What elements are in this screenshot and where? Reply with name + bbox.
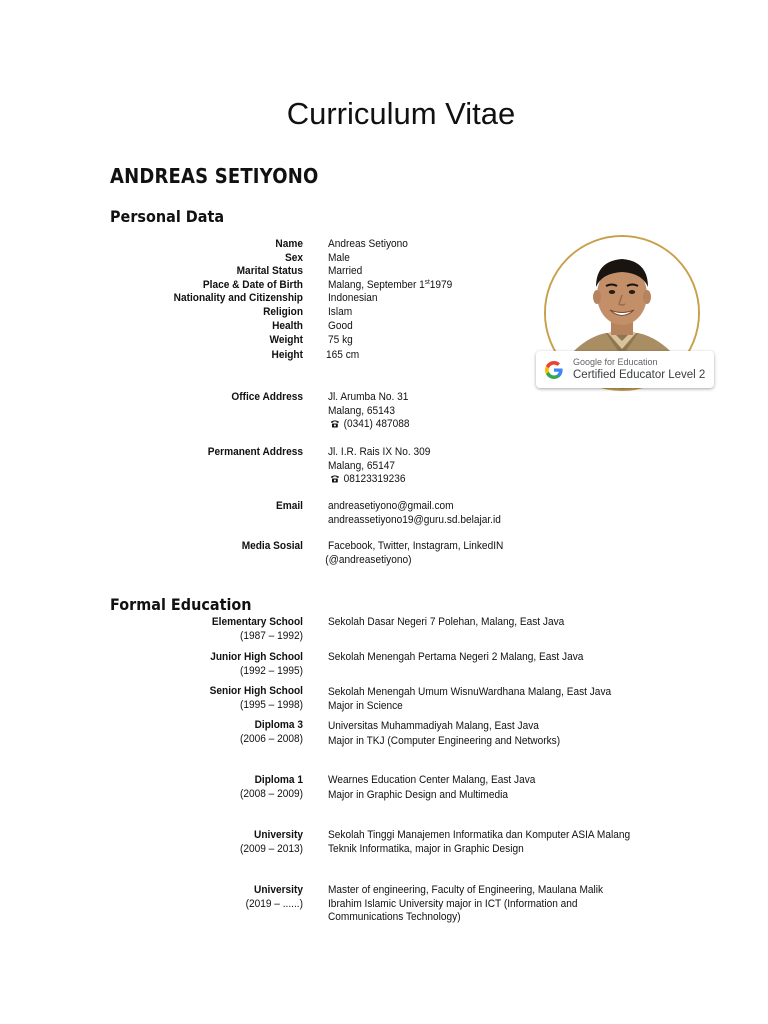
field-value: Married — [328, 265, 363, 277]
field-label: Weight — [269, 334, 303, 346]
education-detail — [328, 884, 641, 925]
education-line: Universitas Muhammadiyah Malang, East Java — [328, 720, 539, 732]
education-years: (2006 – 2008) — [239, 732, 303, 745]
social-platforms: Facebook, Twitter, Instagram, LinkedIN — [328, 540, 504, 552]
education-line: Teknik Informatika, major in Graphic Design — [328, 842, 524, 855]
education-level — [73, 829, 303, 856]
google-g-icon — [544, 360, 564, 380]
education-detail — [328, 829, 641, 856]
address-line: Malang, 65143 — [328, 404, 395, 417]
email-value — [328, 500, 641, 527]
education-line: Major in TKJ (Computer Engineering and Networks) — [328, 734, 561, 747]
education-line: Wearnes Education Center Malang, East Java — [328, 774, 536, 786]
birth-ordinal: st — [424, 278, 430, 286]
phone-line — [328, 418, 641, 432]
education-level-name: Diploma 1 — [254, 774, 303, 786]
education-line: Sekolah Menengah Umum WisnuWardhana Malang, East Java — [328, 686, 612, 698]
education-detail — [328, 651, 641, 665]
media-sosial-value — [325, 540, 641, 567]
education-level-name: Elementary School — [211, 616, 303, 628]
education-line: Sekolah Menengah Pertama Negeri 2 Malang, East Java — [328, 651, 584, 663]
education-years: (2019 – ......) — [245, 897, 303, 910]
field-label: Sex — [284, 251, 303, 264]
address-line: Jl. Arumba No. 31 — [328, 391, 409, 403]
education-line: Ibrahim Islamic University major in ICT (Information and — [328, 897, 578, 910]
field-label: Marital Status — [236, 265, 303, 277]
certification-badge — [536, 351, 714, 388]
education-years: (1995 – 1998) — [239, 698, 303, 711]
education-level — [73, 651, 303, 678]
education-years: (1992 – 1995) — [239, 664, 303, 677]
office-phone: (0341) 487088 — [343, 418, 410, 431]
education-level — [73, 884, 303, 911]
education-level — [73, 774, 303, 801]
field-value: 165 cm — [326, 349, 360, 361]
field-label: Health — [272, 319, 303, 332]
telephone-icon — [330, 474, 340, 483]
education-level — [73, 719, 303, 746]
field-value: Indonesian — [328, 292, 378, 304]
education-line: Communications Technology) — [328, 911, 461, 924]
person-name: ANDREAS SETIYONO — [110, 164, 319, 188]
field-label: Nationality and Citizenship — [173, 292, 303, 304]
education-years: (1987 – 1992) — [239, 629, 303, 642]
field-label: Office Address — [231, 391, 303, 403]
field-label: Height — [271, 349, 303, 361]
personal-data-heading: Personal Data — [110, 207, 225, 226]
field-value: Andreas Setiyono — [328, 238, 408, 250]
telephone-icon — [330, 419, 340, 428]
phone-line — [328, 473, 641, 487]
address-line: Malang, 65147 — [328, 459, 395, 472]
education-line: Sekolah Dasar Negeri 7 Polehan, Malang, East Java — [328, 616, 565, 628]
education-line: Master of engineering, Faculty of Engineering, Maulana Malik — [328, 884, 604, 896]
education-level — [73, 616, 303, 643]
permanent-phone: 08123319236 — [343, 473, 406, 486]
field-label: Email — [275, 500, 303, 512]
field-value: Male — [328, 251, 350, 264]
education-level-name: University — [254, 829, 303, 841]
field-value: Good — [328, 319, 353, 332]
education-line: Major in Science — [328, 699, 403, 712]
education-level-name: Junior High School — [210, 651, 303, 663]
education-detail — [328, 686, 641, 713]
email-address[interactable]: andreasetiyono@gmail.com — [328, 500, 454, 512]
social-handle: (@andreasetiyono) — [325, 553, 412, 566]
education-detail — [328, 774, 641, 802]
education-line: Major in Graphic Design and Multimedia — [328, 788, 509, 801]
field-value: 75 kg — [328, 334, 353, 346]
badge-program-text: Google for Education — [573, 357, 658, 367]
office-address-value — [328, 391, 641, 432]
education-line: Sekolah Tinggi Manajemen Informatika dan Komputer ASIA Malang — [328, 829, 631, 841]
field-label: Religion — [263, 305, 303, 318]
badge-certification-text: Certified Educator Level 2 — [573, 369, 706, 381]
education-level — [73, 685, 303, 712]
education-detail — [328, 616, 641, 630]
education-level-name: University — [254, 884, 303, 896]
profile-photo-block — [536, 228, 716, 390]
birth-prefix: Malang, September 1 — [328, 278, 425, 291]
field-label: Place & Date of Birth — [202, 278, 303, 291]
field-value: Islam — [328, 305, 353, 318]
education-years: (2008 – 2009) — [239, 787, 303, 800]
email-address[interactable]: andreassetiyono19@guru.sd.belajar.id — [328, 513, 501, 526]
education-years: (2009 – 2013) — [239, 842, 303, 855]
field-label: Name — [275, 238, 303, 250]
education-level-name: Senior High School — [209, 685, 303, 697]
education-level-name: Diploma 3 — [254, 719, 303, 731]
permanent-address-value — [328, 446, 641, 487]
field-label: Media Sosial — [241, 540, 303, 552]
birth-year: 1979 — [429, 278, 453, 291]
address-line: Jl. I.R. Rais IX No. 309 — [328, 446, 431, 458]
education-detail — [328, 720, 641, 748]
document-title: Curriculum Vitae — [286, 96, 516, 131]
formal-education-heading: Formal Education — [110, 595, 252, 614]
field-label: Permanent Address — [207, 446, 303, 458]
